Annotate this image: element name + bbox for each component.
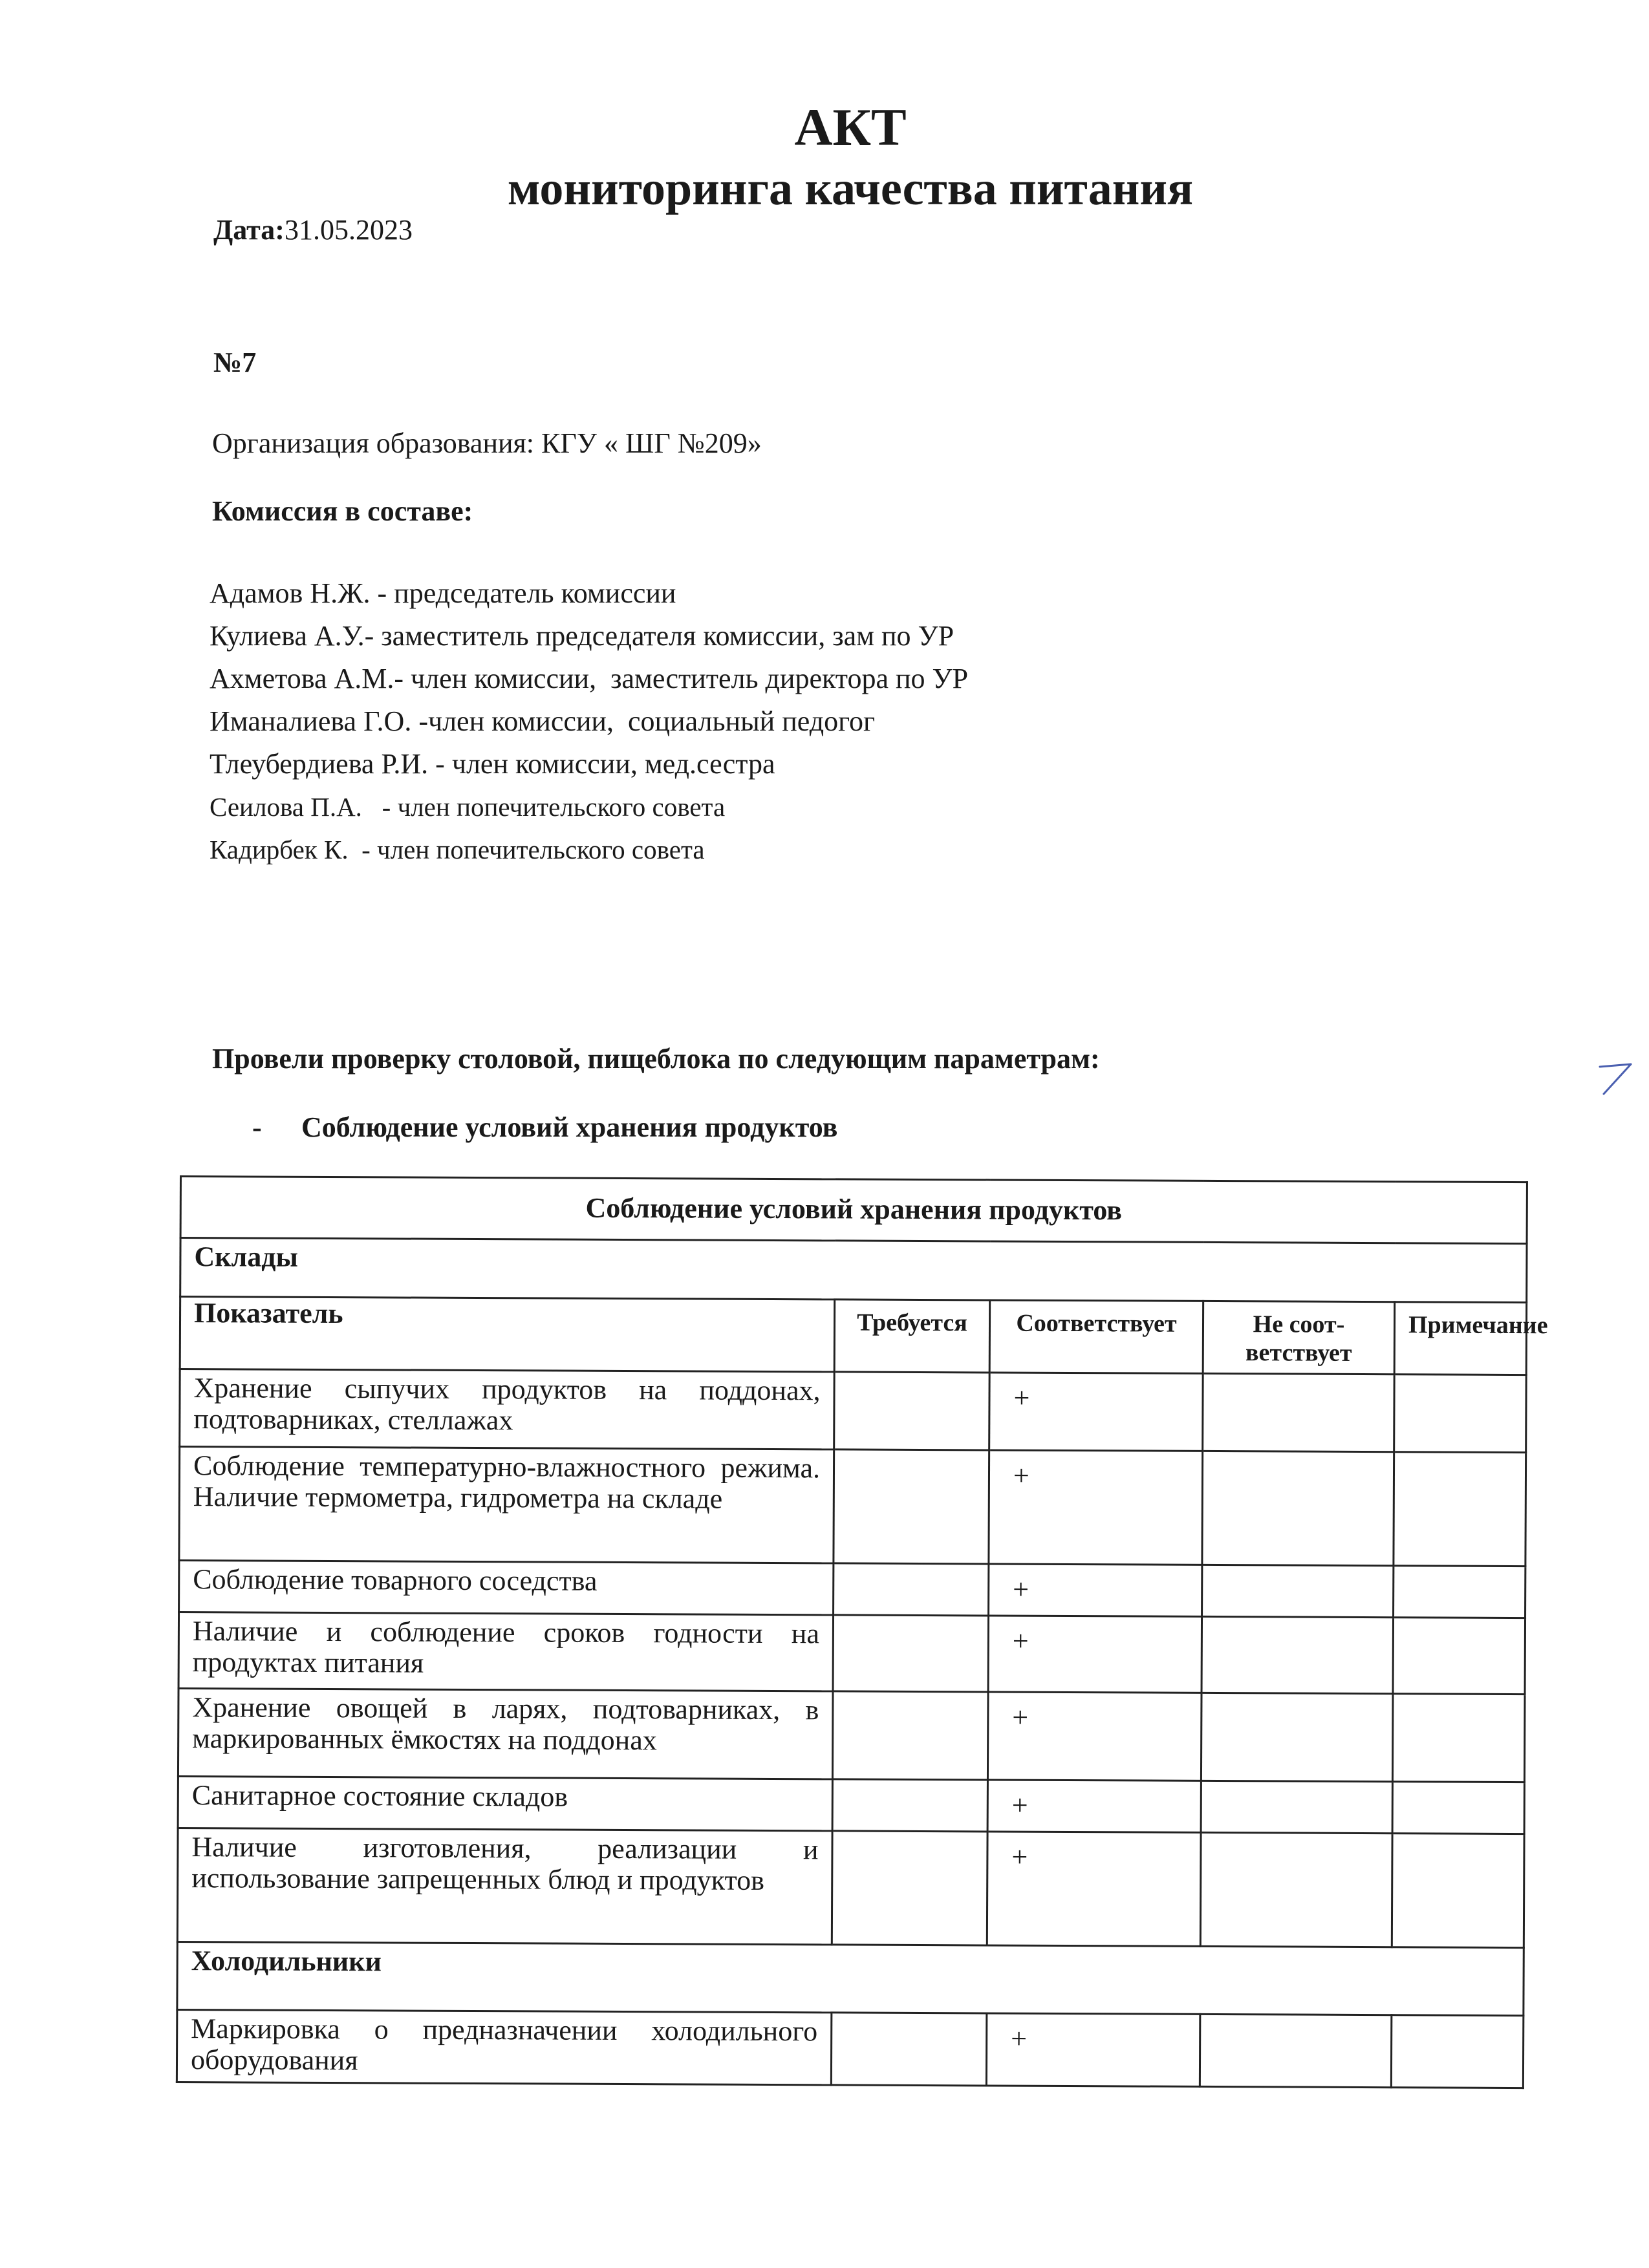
required-cell: [832, 1779, 987, 1832]
act-number: №7: [213, 347, 257, 378]
date-label: Дата:: [213, 214, 285, 246]
member-item: Кадирбек К. - член попечительского совета: [210, 835, 705, 864]
section-fridges: Холодильники: [177, 1942, 1524, 2015]
column-header: Соответствует: [989, 1300, 1203, 1373]
complies-cell: +: [987, 1692, 1202, 1781]
note-cell: [1394, 1375, 1527, 1453]
required-cell: [831, 2013, 986, 2086]
member-item: Ахметова А.М.- член комиссии, заместитель директора по УР: [210, 663, 969, 694]
note-cell: [1394, 1566, 1525, 1618]
complies-cell: +: [988, 1616, 1202, 1693]
indicator-cell: Наличие и соблюдение сроков годности на продуктах питания: [178, 1612, 834, 1691]
indicator-cell: Маркировка о предназначении холодильного оборудования: [177, 2009, 831, 2084]
inspection-bullet: [252, 1111, 837, 1144]
not-complies-cell: [1202, 1616, 1394, 1693]
member-item: Иманалиева Г.О. -член комиссии, социальный педогог: [210, 705, 876, 737]
bullet-text: Соблюдение условий хранения продуктов: [301, 1111, 838, 1143]
note-cell: [1391, 2015, 1524, 2088]
commission-heading: Комиссия в составе:: [212, 495, 473, 527]
indicator-cell: Соблюдение температурно-влажностного режима. Наличие термометра, гидрометра на складе: [179, 1447, 834, 1563]
table-row: [179, 1561, 1525, 1618]
not-complies-cell: [1201, 1781, 1392, 1833]
member-item: Сеилова П.А. - член попечительского совета: [210, 792, 726, 822]
pen-mark-icon: [1597, 1060, 1636, 1099]
indicator-cell: Соблюдение товарного соседства: [179, 1561, 834, 1615]
date-value: 31.05.2023: [284, 214, 413, 246]
note-cell: [1393, 1618, 1525, 1695]
document-title: АКТ: [794, 98, 907, 156]
indicator-cell: Хранение овощей в ларях, подтоварниках, в маркированных ёмкостях на поддонах: [178, 1688, 833, 1779]
indicator-cell: Наличие изготовления, реализации и использование запрещенных блюд и продуктов: [177, 1828, 832, 1944]
complies-cell: +: [989, 1450, 1203, 1565]
column-header: Показатель: [180, 1297, 834, 1372]
storage-conditions-table: [176, 1175, 1548, 2089]
column-header: Примечание: [1394, 1302, 1527, 1375]
complies-cell: +: [987, 1780, 1201, 1832]
indicator-cell: Хранение сыпучих продуктов на поддонах, подтоварниках, стеллажах: [180, 1369, 835, 1450]
required-cell: [834, 1450, 989, 1564]
member-item: Тлеубердиева Р.И. - член комиссии, мед.сестра: [210, 748, 775, 780]
required-cell: [832, 1691, 988, 1780]
column-header: Не соот-ветствует: [1203, 1301, 1394, 1374]
not-complies-cell: [1203, 1373, 1395, 1451]
note-cell: [1392, 1782, 1524, 1834]
not-complies-cell: [1200, 1832, 1392, 1947]
organization: Организация образования: КГУ « ШГ №209»: [212, 427, 762, 459]
table-row: [179, 1447, 1526, 1567]
table-row: [177, 2009, 1524, 2088]
indicator-cell: Санитарное состояние складов: [178, 1776, 832, 1830]
note-cell: [1392, 1834, 1524, 1948]
document-subtitle: мониторинга качества питания: [507, 162, 1194, 215]
member-item: Кулиева А.У.- заместитель председателя комиссии, зам по УР: [210, 620, 954, 652]
complies-cell: +: [989, 1564, 1202, 1616]
required-cell: [834, 1372, 990, 1450]
table-row: [177, 1828, 1524, 1947]
bullet-dash: -: [252, 1111, 262, 1143]
section-warehouses: Склады: [180, 1238, 1527, 1303]
column-header: Требуется: [834, 1300, 989, 1373]
note-cell: [1392, 1694, 1525, 1782]
not-complies-cell: [1200, 2014, 1391, 2087]
table-row: [178, 1688, 1525, 1782]
complies-cell: +: [989, 1373, 1203, 1451]
table-row: [178, 1612, 1525, 1695]
commission-members: [210, 572, 968, 871]
member-item: Адамов Н.Ж. - председатель комиссии: [210, 577, 676, 609]
table-row: [178, 1776, 1524, 1834]
date-line: [213, 213, 413, 246]
not-complies-cell: [1201, 1693, 1393, 1781]
table-caption: Соблюдение условий хранения продуктов: [180, 1177, 1527, 1244]
required-cell: [832, 1831, 987, 1945]
required-cell: [834, 1563, 989, 1616]
inspection-heading: Провели проверку столовой, пищеблока по следующим параметрам:: [212, 1043, 1100, 1075]
note-cell: [1394, 1452, 1526, 1567]
complies-cell: +: [986, 2013, 1200, 2086]
not-complies-cell: [1202, 1451, 1394, 1565]
required-cell: [833, 1615, 989, 1692]
not-complies-cell: [1202, 1565, 1394, 1617]
table-row: [180, 1369, 1527, 1453]
complies-cell: +: [987, 1832, 1201, 1946]
